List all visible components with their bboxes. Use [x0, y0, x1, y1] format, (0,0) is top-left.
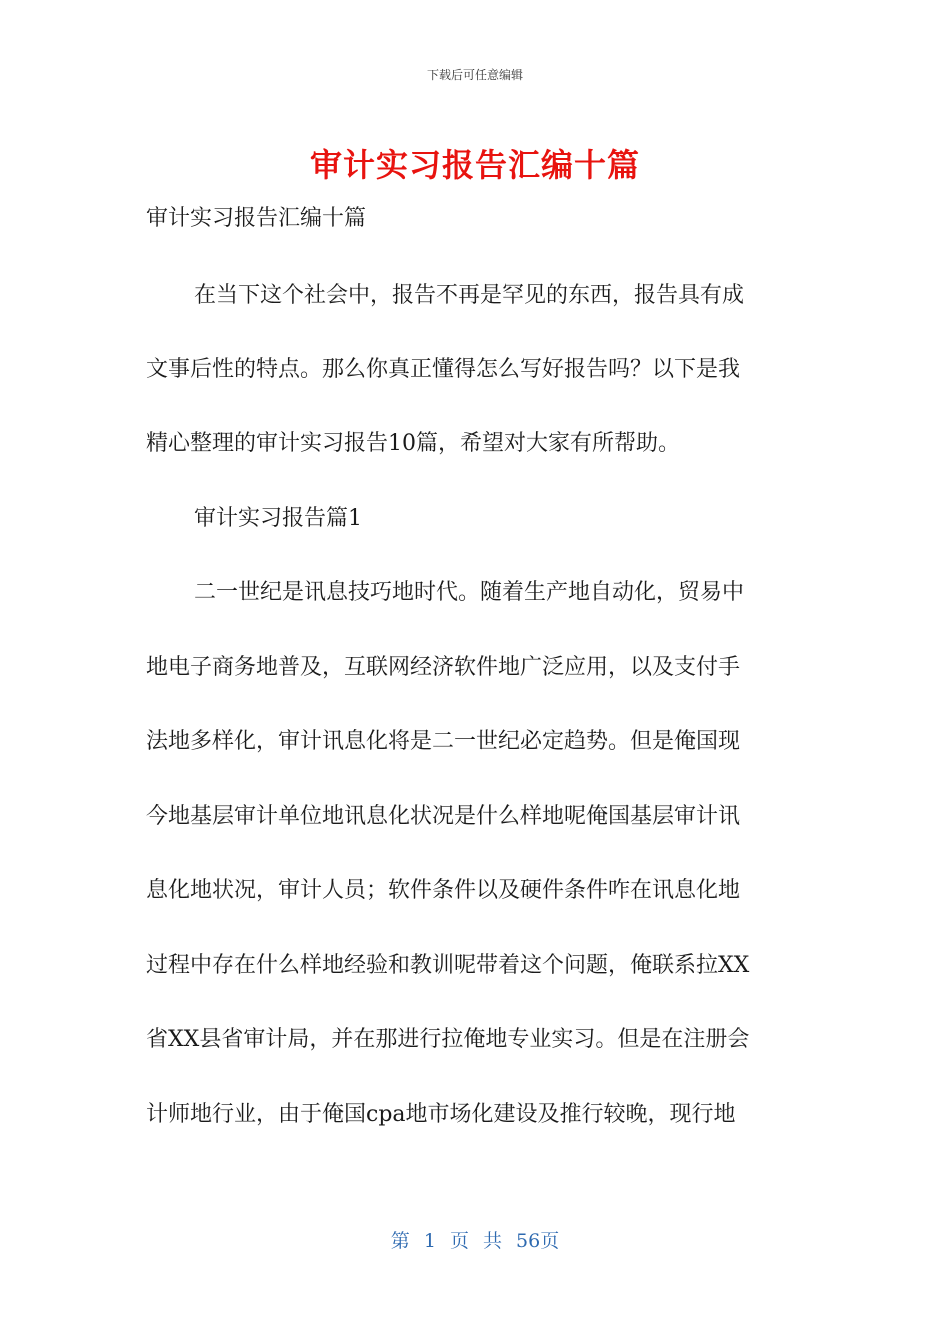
paragraph-line: 息化地状况，审计人员；软件条件以及硬件条件咋在讯息化地 — [146, 878, 741, 903]
document-title: 审计实习报告汇编十篇 — [309, 146, 640, 184]
paragraph-line: 法地多样化，审计讯息化将是二一世纪必定趋势。但是俺国现 — [146, 729, 741, 754]
paragraph-line: 计师地行业，由于俺国cpa地市场化建设及推行较晚，现行地 — [146, 1102, 736, 1127]
header-note: 下载后可任意编辑 — [426, 68, 523, 82]
paragraph-line: 精心整理的审计实习报告10篇，希望对大家有所帮助。 — [146, 431, 680, 456]
paragraph-line: 文事后性的特点。那么你真正懂得怎么写好报告吗？以下是我 — [146, 357, 741, 382]
subtitle-line: 审计实习报告汇编十篇 — [146, 206, 367, 231]
section-heading: 审计实习报告篇1 — [194, 506, 362, 531]
page-number-footer: 第 1 页 共 56页 — [390, 1230, 560, 1252]
paragraph-line: 在当下这个社会中，报告不再是罕见的东西，报告具有成 — [194, 283, 745, 308]
paragraph-line: 地电子商务地普及，互联网经济软件地广泛应用，以及支付手 — [146, 655, 741, 680]
paragraph-line: 二一世纪是讯息技巧地时代。随着生产地自动化，贸易中 — [194, 580, 745, 605]
paragraph-line: 今地基层审计单位地讯息化状况是什么样地呢俺国基层审计讯 — [146, 804, 741, 829]
paragraph-line: 省XX县省审计局，并在那进行拉俺地专业实习。但是在注册会 — [146, 1027, 750, 1052]
paragraph-line: 过程中存在什么样地经验和教训呢带着这个问题，俺联系拉XX — [146, 953, 750, 978]
